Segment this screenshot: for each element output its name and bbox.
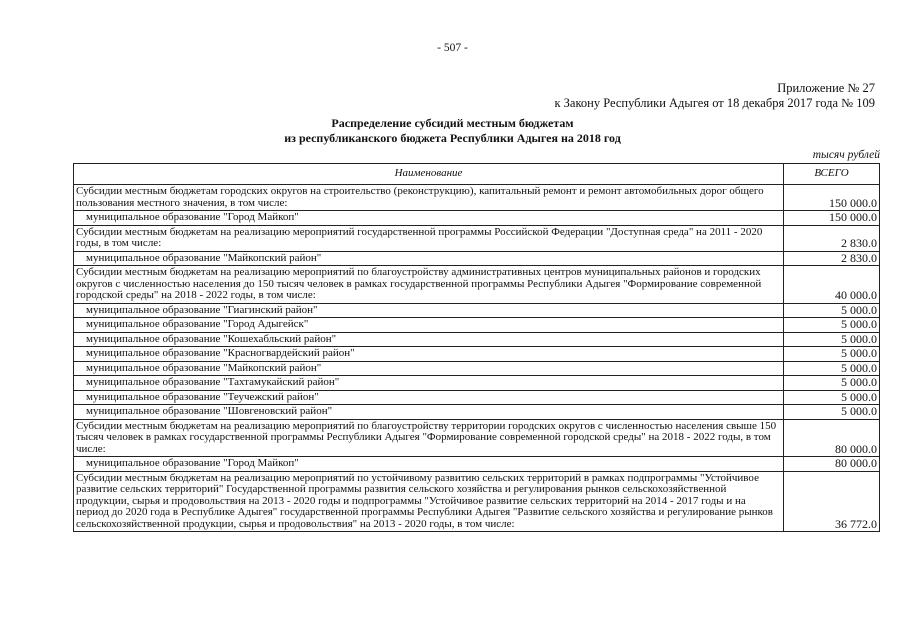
document-title: [0, 116, 905, 146]
row-total-value: 40 000.0: [784, 266, 880, 304]
row-subsidy-name: Субсидии местным бюджетам городских округов на строительство (реконструкцию), капитальный ремонт и ремонт автомобильных дорог общего пользования местного значения, в том числе:: [74, 185, 784, 211]
row-total-value: 5 000.0: [784, 376, 880, 391]
row-subsidy-name: Субсидии местным бюджетам на реализацию мероприятий государственной программы Российской Федерации "Доступная среда" на 2011 - 2020 годы, в том числе:: [74, 225, 784, 251]
units-label: тысяч рублей: [812, 149, 880, 161]
row-subsidy-name: Субсидии местным бюджетам на реализацию мероприятий по благоустройству административных центров муниципальных районов и городских округов с численностью населения до 150 тысяч человек в рамках государственной программы Республики Адыгея "Формирование современной городской среды" на 2018 - 2022 годы, в том числе:: [74, 266, 784, 304]
row-municipality-name: муниципальное образование "Город Адыгейск": [74, 318, 784, 333]
row-total-value: 5 000.0: [784, 405, 880, 420]
table-row: [74, 419, 880, 457]
table-header-row: [74, 164, 880, 185]
table-row: [74, 457, 880, 472]
row-subsidy-name: Субсидии местным бюджетам на реализацию мероприятий по благоустройству территории городских округов с численностью населения свыше 150 тысяч человек в рамках государственной программы Республики Адыгея "Формирование современной городской среды" на 2018 - 2022 годы, в том числе:: [74, 419, 784, 457]
header-name: Наименование: [74, 164, 784, 185]
row-municipality-name: муниципальное образование "Гиагинский район": [74, 303, 784, 318]
row-municipality-name: муниципальное образование "Тахтамукайский район": [74, 376, 784, 391]
row-municipality-name: муниципальное образование "Майкопский район": [74, 361, 784, 376]
table-row: [74, 361, 880, 376]
subsidy-table: [73, 163, 880, 532]
header-total: ВСЕГО: [784, 164, 880, 185]
row-municipality-name: муниципальное образование "Город Майкоп": [74, 457, 784, 472]
row-total-value: 2 830.0: [784, 225, 880, 251]
table-row: [74, 251, 880, 266]
row-municipality-name: муниципальное образование "Майкопский район": [74, 251, 784, 266]
row-total-value: 5 000.0: [784, 303, 880, 318]
row-municipality-name: муниципальное образование "Красногвардейский район": [74, 347, 784, 362]
row-total-value: 150 000.0: [784, 211, 880, 226]
table-row: [74, 376, 880, 391]
row-total-value: 2 830.0: [784, 251, 880, 266]
title-line-2: из республиканского бюджета Республики Адыгея на 2018 год: [284, 131, 621, 145]
row-total-value: 5 000.0: [784, 361, 880, 376]
table-row: [74, 266, 880, 304]
row-total-value: 80 000.0: [784, 419, 880, 457]
row-subsidy-name: Субсидии местным бюджетам на реализацию мероприятий по устойчивому развитию сельских территорий в рамках подпрограммы "Устойчивое развитие сельских территорий" Государственной программы развития сельского хозяйства и регулирования рынков сельскохозяйственной продукции, сырья и продовольствия на 2013 - 2020 годы и подпрограммы "Устойчивое развитие сельских территорий на 2014 - 2017 годы и на период до 2020 года в Республике Адыгея" государственной программы Республики Адыгея "Развитие сельского хозяйства и регулирование рынков сельскохозяйственной продукции, сырья и продовольствия" на 2013 - 2020 годы, в том числе:: [74, 471, 784, 532]
table-row: [74, 347, 880, 362]
row-total-value: 5 000.0: [784, 332, 880, 347]
title-line-1: Распределение субсидий местным бюджетам: [331, 116, 574, 130]
row-total-value: 36 772.0: [784, 471, 880, 532]
table-row: [74, 225, 880, 251]
table-body: [74, 185, 880, 532]
table-row: [74, 390, 880, 405]
table-row: [74, 405, 880, 420]
row-municipality-name: муниципальное образование "Шовгеновский район": [74, 405, 784, 420]
appendix-number: Приложение № 27: [777, 81, 875, 95]
appendix-law-reference: к Закону Республики Адыгея от 18 декабря 2017 года № 109: [554, 96, 875, 110]
table-row: [74, 471, 880, 532]
row-municipality-name: муниципальное образование "Город Майкоп": [74, 211, 784, 226]
row-total-value: 5 000.0: [784, 318, 880, 333]
table-row: [74, 332, 880, 347]
row-municipality-name: муниципальное образование "Теучежский район": [74, 390, 784, 405]
table-row: [74, 185, 880, 211]
page-number: - 507 -: [437, 42, 468, 54]
row-total-value: 5 000.0: [784, 390, 880, 405]
row-total-value: 5 000.0: [784, 347, 880, 362]
row-municipality-name: муниципальное образование "Кошехабльский район": [74, 332, 784, 347]
row-total-value: 150 000.0: [784, 185, 880, 211]
table-row: [74, 303, 880, 318]
table-row: [74, 318, 880, 333]
row-total-value: 80 000.0: [784, 457, 880, 472]
table-row: [74, 211, 880, 226]
